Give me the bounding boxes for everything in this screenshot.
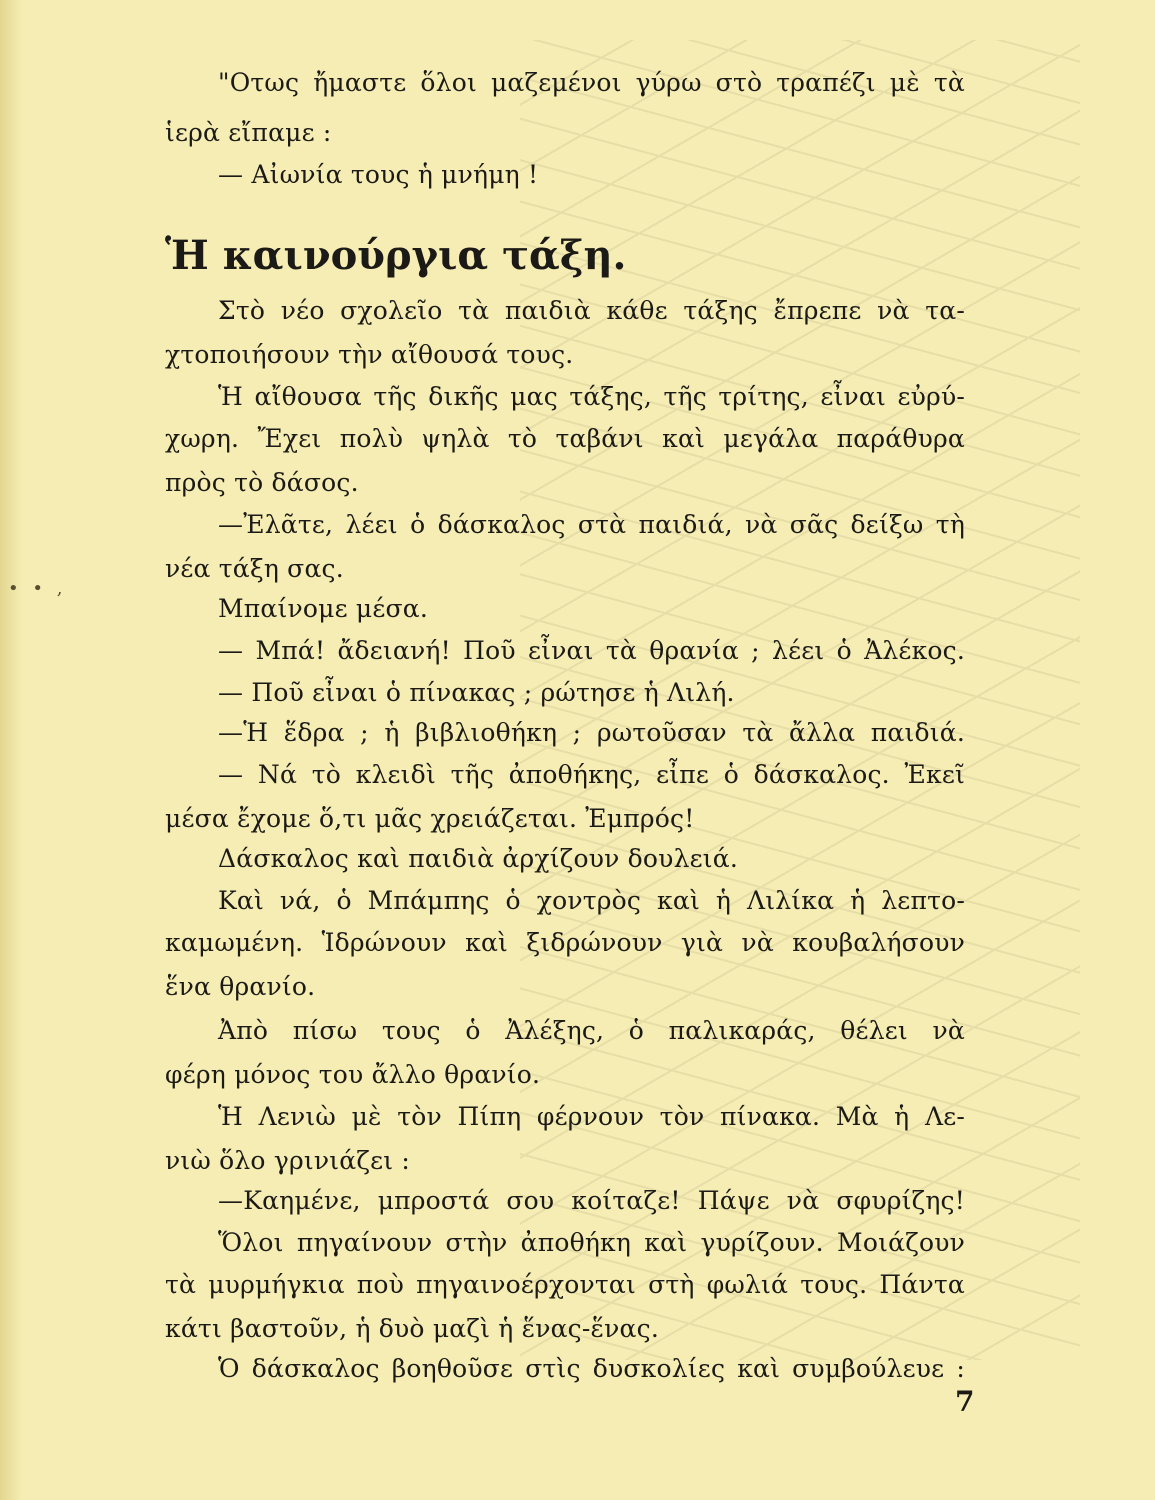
- text-line: Ὅλοι πηγαίνουν στὴν ἀποθήκη καὶ γυρίζουν. Μοιάζουν: [218, 1228, 965, 1257]
- text-line: — Νά τὸ κλειδὶ τῆς ἀποθήκης, εἶπε ὁ δάσκαλος. Ἐκεῖ: [218, 760, 965, 789]
- section-heading: Ἡ καινούργια τάξη.: [165, 232, 627, 279]
- text-line: Ἡ αἴθουσα τῆς δικῆς μας τάξης, τῆς τρίτης, εἶναι εὐρύ-: [218, 382, 965, 411]
- text-line: Μπαίνομε μέσα.: [218, 594, 429, 623]
- text-line: Καὶ νά, ὁ Μπάμπης ὁ χοντρὸς καὶ ἡ Λιλίκα ἡ λεπτο-: [218, 886, 965, 915]
- text-line: πρὸς τὸ δάσος.: [165, 468, 359, 497]
- text-line: καμωμένη. Ἱδρώνουν καὶ ξιδρώνουν γιὰ νὰ κουβαλήσουν: [165, 928, 965, 957]
- text-line: Ἡ Λενιὼ μὲ τὸν Πίπη φέρνουν τὸν πίνακα. Μὰ ἡ Λε-: [218, 1102, 965, 1131]
- text-line: ἱερὰ εἴπαμε :: [165, 118, 332, 147]
- text-line: — Ποῦ εἶναι ὁ πίνακας ; ρώτησε ἡ Λιλή.: [218, 678, 735, 707]
- text-line: τὰ μυρμήγκια ποὺ πηγαινοέρχονται στὴ φωλιά τους. Πάντα: [165, 1270, 965, 1299]
- text-line: Ἀπὸ πίσω τους ὁ Ἀλέξης, ὁ παλικαράς, θέλει νὰ: [218, 1016, 965, 1045]
- text-line: ἕνα θρανίο.: [165, 972, 316, 1001]
- text-line: Δάσκαλος καὶ παιδιὰ ἀρχίζουν δουλειά.: [218, 844, 739, 873]
- text-line: —Ἐλᾶτε, λέει ὁ δάσκαλος στὰ παιδιά, νὰ σᾶς δείξω τὴ: [218, 510, 965, 539]
- margin-marks: • • ‚: [8, 578, 67, 599]
- text-line: —Ἡ ἕδρα ; ἡ βιβλιοθήκη ; ρωτοῦσαν τὰ ἄλλα παιδιά.: [218, 718, 965, 747]
- text-line: Στὸ νέο σχολεῖο τὰ παιδιὰ κάθε τάξης ἔπρεπε νὰ τα-: [218, 296, 965, 325]
- text-line: νιὼ ὅλο γρινιάζει :: [165, 1146, 411, 1175]
- text-line: φέρη μόνος του ἄλλο θρανίο.: [165, 1060, 541, 1089]
- text-line: κάτι βαστοῦν, ἡ δυὸ μαζὶ ἡ ἕνας-ἕνας.: [165, 1314, 659, 1343]
- text-line: —Καημένε, μπροστά σου κοίταζε! Πάψε νὰ σφυρίζης!: [218, 1186, 965, 1215]
- page-edge-shadow: [0, 0, 22, 1500]
- text-line: — Αἰωνία τους ἡ μνήμη !: [218, 160, 539, 189]
- text-line: Ὁ δάσκαλος βοηθοῦσε στὶς δυσκολίες καὶ συμβούλευε :: [218, 1354, 965, 1383]
- page-number: 7: [955, 1385, 975, 1418]
- text-line: χτοποιήσουν τὴν αἴθουσά τους.: [165, 340, 574, 369]
- text-line: — Μπά! ἄδειανή! Ποῦ εἶναι τὰ θρανία ; λέει ὁ Ἀλέκος.: [218, 636, 965, 665]
- text-line: χωρη. Ἔχει πολὺ ψηλὰ τὸ ταβάνι καὶ μεγάλα παράθυρα: [165, 424, 965, 453]
- text-line: νέα τάξη σας.: [165, 554, 344, 583]
- text-line: "Οτως ἤμαστε ὅλοι μαζεμένοι γύρω στὸ τραπέζι μὲ τὰ: [218, 68, 965, 97]
- text-line: μέσα ἔχομε ὅ,τι μᾶς χρειάζεται. Ἐμπρός!: [165, 804, 695, 833]
